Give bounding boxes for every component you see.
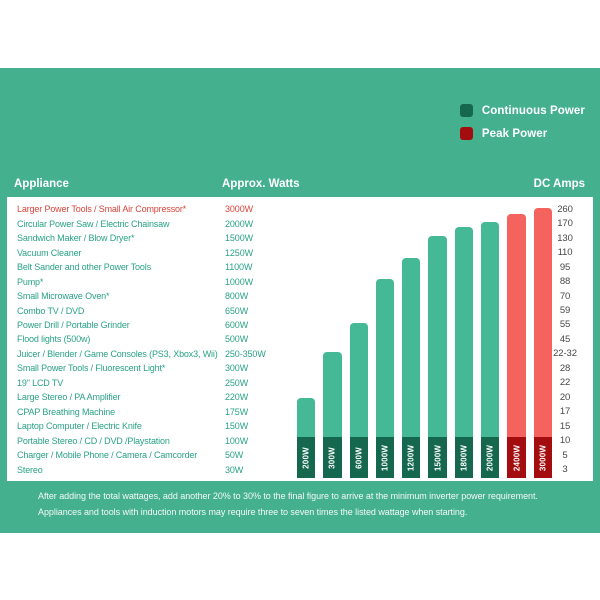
chart-bar-label: 300W: [327, 446, 337, 469]
appliance-watts: 2000W: [225, 218, 254, 229]
chart-bar-label: 1200W: [406, 444, 416, 471]
data-panel: [7, 197, 593, 481]
chart-bar-label-block: [376, 437, 394, 478]
appliance-watts: 220W: [225, 392, 249, 403]
appliance-dc-amps: 130: [557, 232, 573, 244]
continuous-power-swatch-icon: [460, 104, 473, 117]
appliance-watts: 300W: [225, 363, 249, 374]
appliance-dc-amps: 170: [557, 218, 573, 230]
appliance-name: Large Stereo / PA Amplifier: [17, 392, 121, 403]
appliance-dc-amps: 15: [559, 420, 571, 432]
appliance-dc-amps: 45: [559, 333, 571, 345]
chart-bar-label: 2000W: [485, 444, 495, 471]
chart-bar-body: [481, 222, 499, 437]
chart-bar-body: [534, 208, 552, 437]
footnotes: [38, 489, 580, 520]
peak-power-swatch-icon: [460, 127, 473, 140]
appliance-name: Circular Power Saw / Electric Chainsaw: [17, 218, 170, 229]
appliance-name: Sandwich Maker / Blow Dryer*: [17, 233, 135, 244]
chart-bar-body: [402, 258, 420, 437]
appliance-name: Small Power Tools / Fluorescent Light*: [17, 363, 166, 374]
chart-bar-label-block: [350, 437, 368, 478]
footnote-line-1: After adding the total wattages, add another 20% to 30% to the final figure to arrive at the minimum inverter power requirement.: [38, 491, 538, 501]
chart-bar-label-block: [534, 437, 552, 478]
appliance-name: Portable Stereo / CD / DVD /Playstation: [17, 435, 170, 446]
appliance-watts: 50W: [225, 450, 244, 461]
chart-bar-body: [376, 279, 394, 437]
chart-bar: [350, 323, 368, 478]
chart-bar-label: 3000W: [538, 444, 548, 471]
appliance-watts: 600W: [225, 319, 249, 330]
legend-label: Peak Power: [481, 127, 548, 140]
column-header-appliance: Appliance: [14, 178, 69, 190]
appliance-watts: 1000W: [225, 276, 254, 287]
appliance-name: Combo TV / DVD: [17, 305, 85, 316]
appliance-dc-amps: 70: [559, 290, 571, 302]
chart-bar-label: 1500W: [433, 444, 443, 471]
appliance-name: Belt Sander and other Power Tools: [17, 262, 151, 273]
appliance-name: Flood lights (500w): [17, 334, 91, 345]
appliance-watts: 250-350W: [225, 348, 266, 359]
table-header-row: [0, 178, 600, 194]
chart-legend: [460, 104, 585, 140]
chart-bar-label-block: [455, 437, 473, 478]
appliance-watts: 500W: [225, 334, 249, 345]
column-header-dc-amps: DC Amps: [533, 178, 585, 190]
chart-bar-label: 1800W: [459, 444, 469, 471]
wattage-bar-chart: [297, 208, 552, 478]
appliance-watts: 100W: [225, 435, 249, 446]
appliance-watts: 1250W: [225, 247, 254, 258]
appliance-dc-amps: 22-32: [553, 348, 577, 360]
chart-bar-body: [297, 398, 315, 437]
chart-bar-label: 200W: [301, 446, 311, 469]
chart-bar-label: 1000W: [380, 444, 390, 471]
appliance-watts: 250W: [225, 377, 249, 388]
appliance-name: Charger / Mobile Phone / Camera / Camcorder: [17, 450, 198, 461]
appliance-name: Power Drill / Portable Grinder: [17, 319, 130, 330]
chart-bar-body: [428, 236, 446, 437]
appliance-name: Laptop Computer / Electric Knife: [17, 421, 142, 432]
legend-label: Continuous Power: [481, 104, 585, 117]
chart-bar-label-block: [481, 437, 499, 478]
appliance-dc-amps: 110: [557, 247, 573, 259]
appliance-watts: 175W: [225, 406, 249, 417]
chart-bar-label: 2400W: [512, 444, 522, 471]
chart-bar: [507, 214, 525, 478]
appliance-dc-amps: 95: [559, 261, 571, 273]
appliance-dc-amps: 55: [559, 319, 571, 331]
legend-item-peak: [460, 127, 585, 140]
chart-bar: [323, 352, 341, 478]
chart-bar-label-block: [297, 437, 315, 478]
appliance-dc-amps: 20: [559, 391, 571, 403]
chart-bar-label-block: [428, 437, 446, 478]
appliance-name: Stereo: [17, 464, 43, 475]
appliance-dc-amps: 3: [562, 464, 568, 476]
appliance-dc-amps: 5: [562, 449, 568, 461]
appliance-name: CPAP Breathing Machine: [17, 406, 115, 417]
legend-item-continuous: [460, 104, 585, 117]
appliance-dc-amps: 10: [559, 435, 571, 447]
chart-bar: [402, 258, 420, 478]
chart-bar: [481, 222, 499, 478]
infographic-card: [0, 68, 600, 533]
appliance-watts: 800W: [225, 291, 249, 302]
appliance-dc-amps: 260: [557, 203, 573, 215]
chart-bar-label-block: [323, 437, 341, 478]
chart-bar-body: [323, 352, 341, 437]
chart-bar: [297, 398, 315, 478]
appliance-dc-amps: 28: [559, 362, 571, 374]
appliance-watts: 150W: [225, 421, 249, 432]
footnote-line-2: Appliances and tools with induction motors may require three to seven times the listed wattage when starting.: [38, 506, 468, 517]
chart-bar-body: [507, 214, 525, 437]
appliance-name: Pump*: [17, 276, 44, 287]
appliance-watts: 1100W: [225, 262, 253, 273]
appliance-dc-amps: 88: [559, 276, 571, 288]
chart-bar: [455, 227, 473, 478]
appliance-watts: 1500W: [225, 233, 254, 244]
chart-bar: [428, 236, 446, 478]
appliance-name: 19" LCD TV: [17, 377, 64, 388]
appliance-name: Larger Power Tools / Small Air Compressor*: [17, 204, 187, 215]
appliance-name: Small Microwave Oven*: [17, 291, 110, 302]
appliance-watts: 650W: [225, 305, 249, 316]
appliance-dc-amps: 22: [559, 377, 571, 389]
chart-bar-body: [455, 227, 473, 437]
chart-bar-body: [350, 323, 368, 437]
chart-bar-label-block: [507, 437, 525, 478]
appliance-watts: 3000W: [225, 204, 254, 215]
appliance-name: Juicer / Blender / Game Consoles (PS3, Xbox3, Wii): [17, 348, 218, 359]
column-header-watts: Approx. Watts: [222, 178, 300, 190]
appliance-name: Vacuum Cleaner: [17, 247, 82, 258]
appliance-watts: 30W: [225, 464, 244, 475]
appliance-dc-amps: 59: [559, 305, 571, 317]
chart-bar: [534, 208, 552, 478]
chart-bar-label-block: [402, 437, 420, 478]
chart-bar-label: 600W: [354, 446, 364, 469]
chart-bar: [376, 279, 394, 478]
appliance-dc-amps: 17: [559, 406, 571, 418]
